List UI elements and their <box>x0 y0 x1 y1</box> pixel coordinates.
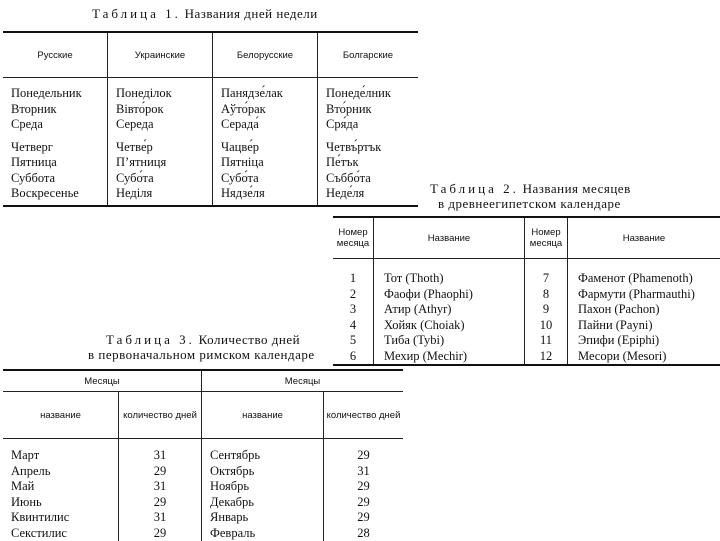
month-name: Мехир (Mechir) <box>384 349 524 365</box>
col-header-month-number: Номер месяца <box>525 217 568 259</box>
table3-title-lead: Таблица 3. <box>106 332 195 347</box>
month-name: Атир (Athyr) <box>384 302 524 318</box>
month-number: 4 <box>333 318 373 334</box>
table1-title-text: Названия дней недели <box>185 6 318 21</box>
day-cell: Неде́ля <box>326 186 418 202</box>
day-cell: Вівто́рок <box>116 102 212 118</box>
day-cell: Аўто́рак <box>221 102 317 118</box>
col-header-russian: Русские <box>3 32 108 78</box>
group-header-months: Месяцы <box>202 370 404 392</box>
month-name: Фаофи (Phaophi) <box>384 287 524 303</box>
day-cell: Серада́ <box>221 117 317 133</box>
day-count: 31 <box>119 448 201 464</box>
day-count-column <box>119 439 202 541</box>
day-cell: Понедельник <box>11 86 107 102</box>
day-cell: Середа <box>116 117 212 133</box>
day-cell: Сря́да <box>326 117 418 133</box>
col-header-ukrainian: Украинские <box>108 32 213 78</box>
day-cell: Субо́та <box>116 171 212 187</box>
month-name: Тот (Thoth) <box>384 271 524 287</box>
bulgarian-days-column <box>318 78 419 207</box>
month-number-column <box>333 259 374 366</box>
col-header-days: количество дней <box>119 392 202 439</box>
day-count: 29 <box>119 526 201 541</box>
table2-title-line2: в древнеегипетском календаре <box>430 196 631 211</box>
month-name: Пайни (Payni) <box>578 318 720 334</box>
month-name: Секстилис <box>11 526 118 541</box>
day-cell: Суббота <box>11 171 107 187</box>
month-number: 7 <box>525 271 567 287</box>
month-name: Октябрь <box>210 464 323 480</box>
day-cell: Вто́рник <box>326 102 418 118</box>
roman-calendar-table <box>3 369 403 541</box>
col-header-month-number: Номер месяца <box>333 217 374 259</box>
month-name: Хойяк (Choiak) <box>384 318 524 334</box>
month-name: Месори (Mesori) <box>578 349 720 365</box>
month-name: Фармути (Pharmauthi) <box>578 287 720 303</box>
month-name-column <box>3 439 119 541</box>
month-name: Ноябрь <box>210 479 323 495</box>
table2-title-line1: Названия месяцев <box>523 181 631 196</box>
day-count: 29 <box>324 448 403 464</box>
table3-title-line2: в первоначальном римском календаре <box>88 347 315 362</box>
day-cell: Четвъ́ртък <box>326 140 418 156</box>
month-number-column <box>525 259 568 366</box>
day-count: 29 <box>324 510 403 526</box>
day-count: 29 <box>119 464 201 480</box>
day-cell: Субо́та <box>221 171 317 187</box>
month-number: 1 <box>333 271 373 287</box>
month-name: Пахон (Pachon) <box>578 302 720 318</box>
table3-title <box>88 332 315 362</box>
table1-title-lead: Таблица 1. <box>92 6 181 21</box>
day-count: 28 <box>324 526 403 541</box>
month-name: Январь <box>210 510 323 526</box>
month-name: Июнь <box>11 495 118 511</box>
day-count: 31 <box>119 510 201 526</box>
day-cell: Пятница <box>11 155 107 171</box>
day-cell: Пе́тък <box>326 155 418 171</box>
day-cell: Съббо́та <box>326 171 418 187</box>
month-name: Сентябрь <box>210 448 323 464</box>
month-name-column <box>202 439 324 541</box>
day-cell: Четверг <box>11 140 107 156</box>
month-number: 6 <box>333 349 373 365</box>
day-count: 29 <box>119 495 201 511</box>
month-number: 12 <box>525 349 567 365</box>
col-header-days: количество дней <box>324 392 404 439</box>
col-header-name: название <box>3 392 119 439</box>
col-header-belarusian: Белорусские <box>213 32 318 78</box>
month-number: 10 <box>525 318 567 334</box>
russian-days-column <box>3 78 108 207</box>
day-count-column <box>324 439 404 541</box>
day-count: 29 <box>324 495 403 511</box>
day-count: 29 <box>324 479 403 495</box>
month-name-column <box>568 259 720 366</box>
weekday-names-table <box>3 31 418 207</box>
table2-title-lead: Таблица 2. <box>430 181 519 196</box>
month-number: 5 <box>333 333 373 349</box>
month-number: 8 <box>525 287 567 303</box>
month-number: 2 <box>333 287 373 303</box>
day-cell: Понеде́лник <box>326 86 418 102</box>
month-name: Апрель <box>11 464 118 480</box>
month-name: Март <box>11 448 118 464</box>
col-header-month-name: Название <box>568 217 720 259</box>
ukrainian-days-column <box>108 78 213 207</box>
day-count: 31 <box>119 479 201 495</box>
group-header-months: Месяцы <box>3 370 202 392</box>
col-header-month-name: Название <box>374 217 525 259</box>
day-cell: Среда <box>11 117 107 133</box>
col-header-bulgarian: Болгарские <box>318 32 419 78</box>
month-name: Фаменот (Phamenoth) <box>578 271 720 287</box>
month-name: Тиба (Tybi) <box>384 333 524 349</box>
month-name: Май <box>11 479 118 495</box>
belarusian-days-column <box>213 78 318 207</box>
egyptian-months-table <box>333 216 720 366</box>
day-cell: Четве́р <box>116 140 212 156</box>
day-count: 31 <box>324 464 403 480</box>
month-name: Эпифи (Epiphi) <box>578 333 720 349</box>
table3-title-line1: Количество дней <box>199 332 300 347</box>
day-cell: Неділя <box>116 186 212 202</box>
table1-title <box>92 6 318 22</box>
day-cell: Нядзе́ля <box>221 186 317 202</box>
month-name: Декабрь <box>210 495 323 511</box>
month-name: Февраль <box>210 526 323 541</box>
month-name: Квинтилис <box>11 510 118 526</box>
month-number: 11 <box>525 333 567 349</box>
day-cell: Чацве́р <box>221 140 317 156</box>
day-cell: Воскресенье <box>11 186 107 202</box>
day-cell: Панядзе́лак <box>221 86 317 102</box>
day-cell: Понеділок <box>116 86 212 102</box>
month-name-column <box>374 259 525 366</box>
col-header-name: название <box>202 392 324 439</box>
month-number: 9 <box>525 302 567 318</box>
table2-title <box>430 181 631 211</box>
month-number: 3 <box>333 302 373 318</box>
day-cell: Пятніца <box>221 155 317 171</box>
day-cell: Вторник <box>11 102 107 118</box>
day-cell: Пʼятниця <box>116 155 212 171</box>
